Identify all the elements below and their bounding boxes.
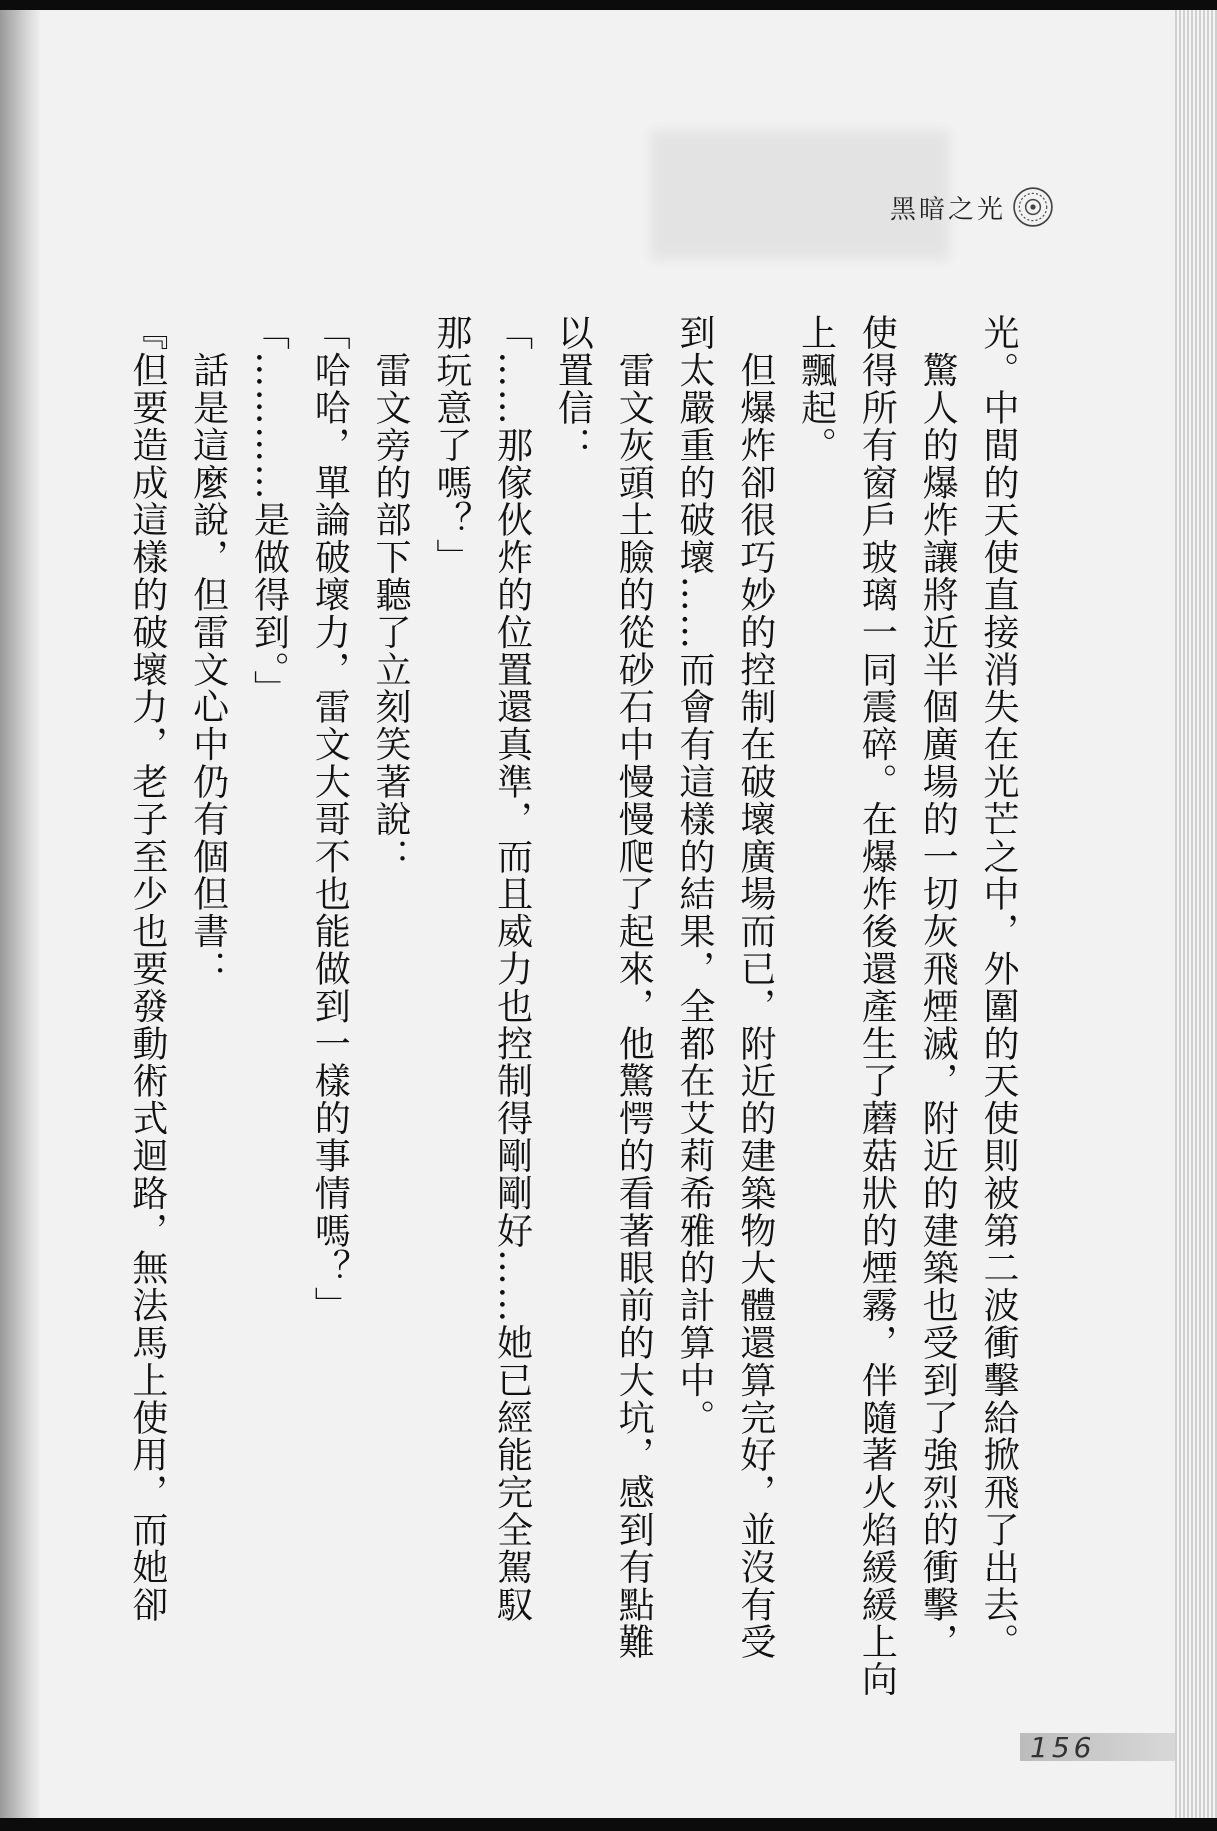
text-line-6: 到太嚴重的破壞……而會有這樣的結果，全都在艾莉希雅的計算中。	[674, 314, 716, 1436]
text-line-15: 『但要造成這樣的破壞力，老子至少也要發動術式迴路，無法馬上使用，而她卻	[126, 314, 168, 1623]
text-line-8: 以置信：	[552, 314, 594, 464]
flower-icon	[1012, 186, 1054, 228]
running-header	[890, 186, 1054, 228]
text-line-14: 話是這麼說，但雷文心中仍有個但書：	[187, 314, 229, 988]
text-line-9: 「……那傢伙炸的位置還真準，而且威力也控制得剛剛好……她已經能完全駕馭	[491, 314, 533, 1623]
page-number: 156	[1030, 1731, 1096, 1764]
book-spine-shadow	[0, 10, 40, 1818]
text-line-1: 光。中間的天使直接消失在光芒之中，外圍的天使則被第二波衝擊給掀飛了出去。	[978, 314, 1019, 1661]
text-line-10: 那玩意了嗎？」	[430, 314, 472, 576]
text-line-13: 「…………是做得到。」	[248, 314, 290, 708]
text-line-12: 「哈哈，單論破壞力，雷文大哥不也能做到一樣的事情嗎？」	[309, 314, 351, 1324]
text-line-7: 雷文灰頭土臉的從砂石中慢慢爬了起來，他驚愕的看著眼前的大坑，感到有點難	[613, 314, 655, 1661]
text-line-3: 使得所有窗戶玻璃一同震碎。在爆炸後還產生了蘑菇狀的煙霧，伴隨著火焰緩緩上向	[856, 314, 898, 1698]
text-line-11: 雷文旁的部下聽了立刻笑著說：	[370, 314, 412, 875]
text-line-2: 驚人的爆炸讓將近半個廣場的一切灰飛煙滅，附近的建築也受到了強烈的衝擊，	[917, 314, 959, 1661]
text-line-5: 但爆炸卻很巧妙的控制在破壞廣場而已，附近的建築物大體還算完好，並沒有受	[734, 314, 776, 1661]
running-header-title: 黑暗之光	[890, 194, 1007, 225]
body-text	[126, 314, 1028, 1698]
text-line-4: 上飄起。	[795, 314, 837, 464]
book-page	[0, 10, 1217, 1818]
page-edges	[1175, 10, 1217, 1818]
